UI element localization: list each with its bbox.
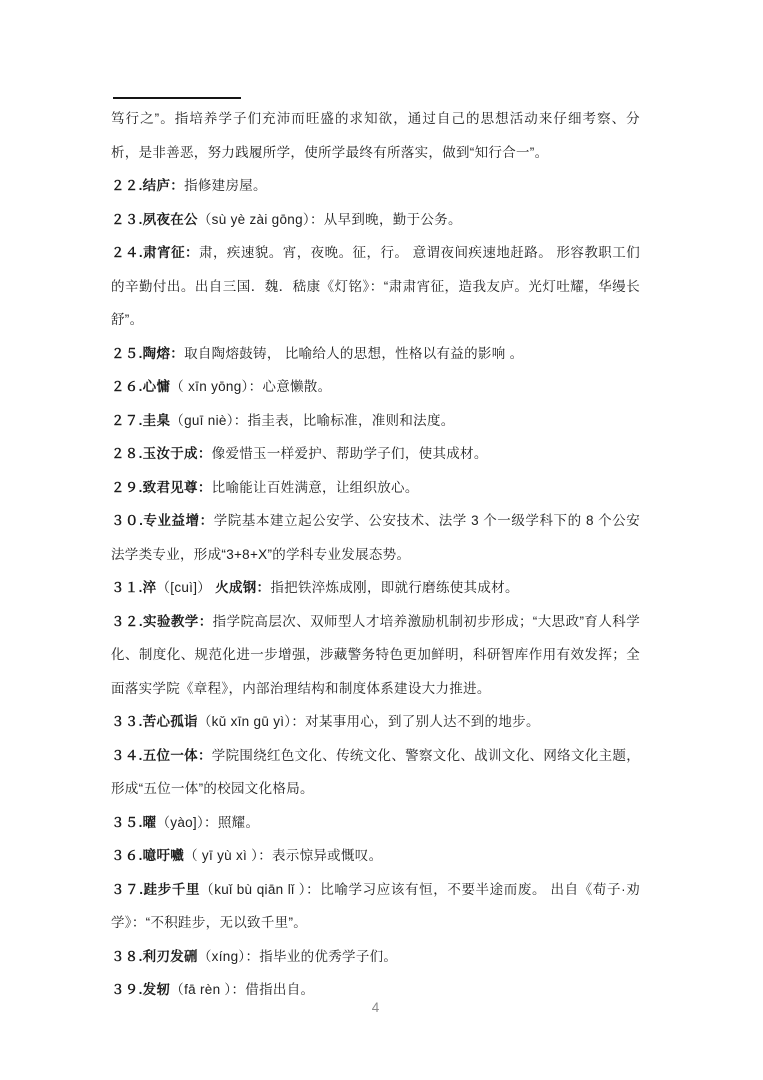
entry-term: 心慵 [142, 379, 171, 394]
entry-number: ３１. [111, 580, 143, 595]
entry-term: 淬 [142, 580, 157, 595]
document-content [111, 97, 640, 1007]
entry-definition: ：从早到晚，勤于公务。 [309, 211, 462, 227]
entry-definition: ：借指出自。 [231, 982, 315, 997]
entry-definition: ：指圭表，比喻标准，准则和法度。 [233, 412, 455, 428]
entry-number: ２２. [111, 178, 143, 193]
entry-definition: 指把铁淬炼成刚，即就行磨练使其成材。 [270, 580, 519, 595]
separator-line [113, 97, 241, 99]
entry-definition: ：照耀。 [204, 814, 260, 830]
entry-definition: ：比喻学习应该有恒，不要半途而废。 出自《荀子·劝学》：“不积跬步，无以致千里”。 [111, 881, 641, 930]
entry-definition: 学院基本建立起公安学、公安技术、法学 3 个一级学科下的 8 个公安法学类专业，形成“3+8+X”的学科专业发展态势。 [111, 513, 641, 562]
entry-term: 玉汝于成： [142, 446, 212, 461]
entry-number: ２３. [111, 211, 143, 227]
entry-number: ３０. [111, 513, 144, 528]
glossary-entry [111, 337, 640, 371]
entry-number: ３６. [111, 848, 143, 863]
glossary-entry [111, 504, 640, 571]
glossary-entry [111, 203, 640, 237]
entry-number: ３３. [111, 714, 143, 729]
entry-term: 苦心孤诣 [142, 714, 198, 729]
glossary-entry [111, 940, 640, 974]
entry-pinyin: （[cuì]） [156, 580, 212, 595]
entry-term: 跬步千里 [143, 881, 201, 897]
entry-definition: 学院围绕红色文化、传统文化、警察文化、战训文化、网络文化主题，形成“五位一体”的校园文化格局。 [111, 747, 640, 796]
glossary-entry [111, 806, 640, 840]
glossary-entry [111, 873, 640, 940]
entry-number: ２４. [111, 245, 143, 260]
entry-pinyin: （ xīn yōng） [170, 379, 249, 394]
entry-term: 夙夜在公 [142, 211, 198, 227]
entry-definition: 指修建房屋。 [184, 178, 267, 193]
entry-number: ２９. [111, 479, 143, 495]
glossary-entry [111, 605, 640, 706]
glossary-entry [111, 839, 640, 873]
glossary-entry [111, 236, 640, 337]
entry-pinyin: （sù yè zài gōng） [197, 211, 310, 227]
page-number: 4 [371, 1000, 380, 1015]
glossary-entry [111, 404, 640, 438]
entry-term-suffix: 火成钢： [211, 580, 271, 595]
entry-pinyin: （guī niè） [170, 412, 234, 428]
glossary-entry [111, 370, 640, 404]
entry-term: 结庐： [142, 178, 185, 193]
entry-number: ２８. [111, 446, 143, 461]
entry-term: 致君见尊： [142, 479, 212, 495]
entry-term: 圭臬 [142, 412, 171, 428]
entry-pinyin: （yào]） [156, 814, 205, 830]
entry-definition: ：对某事用心，到了别人达不到的地步。 [291, 714, 540, 729]
entry-number: ３９. [111, 982, 143, 997]
entry-definition: 像爱惜玉一样爱护、帮助学子们，使其成材。 [211, 446, 488, 461]
entry-definition: 肃，疾速貌。宵，夜晚。征，行。 意谓夜间疾速地赶路。 形容教职工们的辛勤付出。出自三国．魏．嵇康《灯铭》：“肃肃宵征，造我友庐。光灯吐耀，华缦长舒”。 [111, 245, 640, 327]
entry-term: 发轫 [142, 982, 171, 997]
entry-definition: ：指毕业的优秀学子们。 [245, 948, 398, 964]
entry-pinyin: （fā rèn ） [170, 982, 232, 997]
entry-definition: 指学院高层次、双师型人才培养激励机制初步形成；“大思政”育人科学化、制度化、规范化进一步增强，涉藏警务特色更加鲜明，科研智库作用有效发挥；全面落实学院《章程》，内部治理结构和制度体系建设大力推进。 [111, 613, 640, 696]
entry-number: ３８. [111, 948, 143, 964]
entry-term: 肃宵征： [142, 245, 199, 260]
entry-pinyin: （kǔ xīn gū yì） [197, 714, 292, 729]
entry-pinyin: （kuǐ bù qiān lǐ ） [200, 881, 307, 897]
intro-paragraph [111, 102, 640, 169]
entry-term: 五位一体： [142, 747, 212, 763]
entry-number: ３７. [111, 881, 144, 897]
glossary-entry [111, 471, 640, 505]
entry-definition: ：表示惊异或慨叹。 [258, 848, 383, 863]
glossary-entry [111, 705, 640, 739]
entry-term: 陶熔： [142, 345, 185, 361]
entry-pinyin: （xíng） [197, 948, 246, 964]
entry-term: 利刃发硎 [142, 948, 198, 964]
entry-number: ３４. [111, 747, 143, 763]
entry-term: 曜 [142, 814, 157, 830]
glossary-entry [111, 169, 640, 203]
entry-number: ３５. [111, 814, 143, 830]
entry-definition: 比喻能让百姓满意，让组织放心。 [211, 479, 419, 495]
entry-number: ２６. [111, 379, 143, 394]
glossary-entry [111, 571, 640, 605]
entry-number: ３２. [111, 613, 143, 629]
entry-definition: 取自陶熔鼓铸， 比喻给人的思想，性格以有益的影响 。 [184, 345, 524, 361]
entry-pinyin: （ yī yù xì ） [184, 848, 259, 863]
entry-term: 实验教学： [142, 613, 213, 629]
entry-term: 噫吁嚱 [142, 848, 185, 863]
entry-term: 专业益增： [143, 513, 214, 528]
entry-number: ２５. [111, 345, 143, 361]
entry-number: ２７. [111, 412, 143, 428]
glossary-entry [111, 739, 640, 806]
glossary-entry [111, 437, 640, 471]
intro-text: 笃行之”。指培养学子们充沛而旺盛的求知欲，通过自己的思想活动来仔细考察、分析，是非善恶，努力践履所学，使所学最终有所落实，做到“知行合一”。 [111, 111, 640, 160]
entry-definition: ：心意懒散。 [248, 379, 332, 394]
